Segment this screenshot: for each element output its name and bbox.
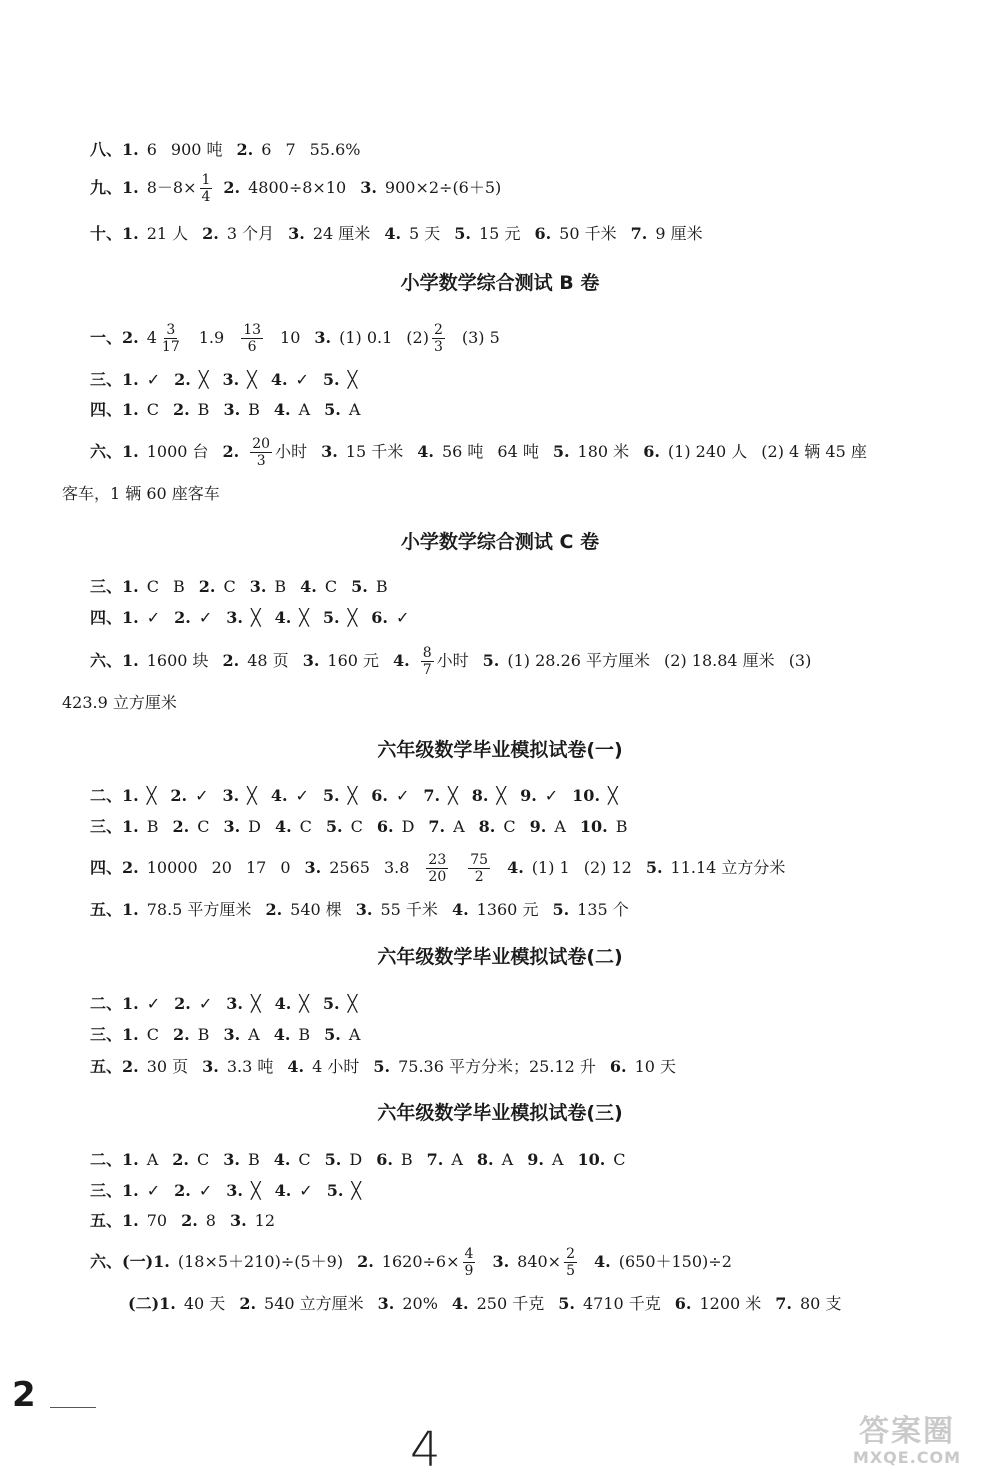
answer-line-10: 十、1. 21 人 2. 3 个月 3. 24 厘米 4. 5 天 5. 15 元 6. 50 千米 7. 9 厘米: [90, 224, 703, 243]
b-line-2: 三、1. ✓ 2. ╳ 3. ╳ 4. ✓ 5. ╳: [90, 370, 358, 389]
answer-line-9: 九、1. 8－8× $\frac{1}{4}$ 2. 4800÷8×10 3. 900×2÷(6＋5): [90, 171, 502, 205]
m2-line-3: 五、2. 30 页 3. 3.3 吨 4. 4 小时 5. 75.36 平方分米；25.12 升 6. 10 天: [90, 1057, 677, 1076]
fraction: $\frac{23}{20}$: [428, 851, 447, 885]
watermark-bottom: MXQE.COM: [852, 1448, 962, 1467]
page-number: 2: [12, 1375, 36, 1415]
fraction: $\frac{1}{4}$: [201, 171, 211, 205]
b-line-4: 六、1. 1000 台 2. $\frac{20}{3}$ 小时 3. 15 千米 4. 56 吨 64 吨 5. 180 米 6. (1) 240 人 (2) 4 辆 45 座: [90, 435, 867, 469]
section-title-b: 小学数学综合测试 B 卷: [400, 272, 600, 294]
fraction: $\frac{20}{3}$: [252, 435, 271, 469]
fraction: $\frac{3}{17}$: [161, 321, 180, 355]
m3-line-1: 二、1. A 2. C 3. B 4. C 5. D 6. B 7. A 8. A 9. A 10. C: [90, 1150, 626, 1169]
m3-line-3: 五、1. 70 2. 8 3. 12: [90, 1211, 276, 1230]
b-line-3: 四、1. C 2. B 3. B 4. A 5. A: [90, 400, 361, 419]
m2-line-1: 二、1. ✓ 2. ✓ 3. ╳ 4. ╳ 5. ╳: [90, 994, 358, 1013]
m3-line-2: 三、1. ✓ 2. ✓ 3. ╳ 4. ✓ 5. ╳: [90, 1181, 362, 1200]
m3-line-4: 六、(一)1. (18×5＋210)÷(5＋9) 2. 1620÷6× $\frac{4}{9}$ 3. 840× $\frac{2}{5}$ 4. (650＋150)÷2: [90, 1245, 732, 1279]
section-title-mock1: 六年级数学毕业模拟试卷(一): [377, 739, 623, 761]
m1-line-2: 三、1. B 2. C 3. D 4. C 5. C 6. D 7. A 8. C 9. A 10. B: [90, 817, 628, 836]
section-title-c: 小学数学综合测试 C 卷: [400, 531, 600, 553]
fraction: $\frac{2}{5}$: [566, 1245, 576, 1279]
fraction: $\frac{75}{2}$: [470, 851, 489, 885]
m3-line-5: (二)1. 40 天 2. 540 立方厘米 3. 20% 4. 250 千克 5. 4710 千克 6. 1200 米 7. 80 支: [128, 1294, 842, 1313]
fraction: $\frac{13}{6}$: [243, 321, 262, 355]
c-line-1: 三、1. C B 2. C 3. B 4. C 5. B: [90, 577, 388, 596]
page-rule: [50, 1407, 96, 1408]
fraction: $\frac{8}{7}$: [422, 644, 432, 678]
b-line-5: 客车，1 辆 60 座客车: [62, 484, 220, 503]
watermark-top: 答案圈: [859, 1414, 955, 1449]
fraction: $\frac{2}{3}$: [433, 321, 443, 355]
m1-line-4: 五、1. 78.5 平方厘米 2. 540 棵 3. 55 千米 4. 1360 元 5. 135 个: [90, 900, 629, 919]
b-line-1: 一、2. 4 $\frac{3}{17}$ 1.9 $\frac{13}{6}$ 10 3. (1) 0.1 (2) $\frac{2}{3}$ (3) 5: [90, 321, 500, 355]
answer-line-8: 八、1. 6 900 吨 2. 6 7 55.6%: [90, 140, 361, 159]
watermark-logo: [832, 1415, 982, 1475]
m1-line-3: 四、2. 10000 20 17 0 3. 2565 3.8 $\frac{23}{20}$ $\frac{75}{2}$ 4. (1) 1 (2) 12 5. 11.14 立方分米: [90, 851, 786, 885]
fraction: $\frac{4}{9}$: [464, 1245, 474, 1279]
handwritten-number: 4: [410, 1422, 441, 1478]
m1-line-1: 二、1. ╳ 2. ✓ 3. ╳ 4. ✓ 5. ╳ 6. ✓ 7. ╳ 8. ╳ 9. ✓ 10. ╳: [90, 786, 618, 805]
c-line-4: 423.9 立方厘米: [62, 693, 177, 712]
c-line-2: 四、1. ✓ 2. ✓ 3. ╳ 4. ╳ 5. ╳ 6. ✓: [90, 608, 410, 627]
c-line-3: 六、1. 1600 块 2. 48 页 3. 160 元 4. $\frac{8}{7}$ 小时 5. (1) 28.26 平方厘米 (2) 18.84 厘米 (3): [90, 644, 812, 678]
m2-line-2: 三、1. C 2. B 3. A 4. B 5. A: [90, 1025, 361, 1044]
section-title-mock2: 六年级数学毕业模拟试卷(二): [377, 946, 623, 968]
section-title-mock3: 六年级数学毕业模拟试卷(三): [377, 1102, 623, 1124]
